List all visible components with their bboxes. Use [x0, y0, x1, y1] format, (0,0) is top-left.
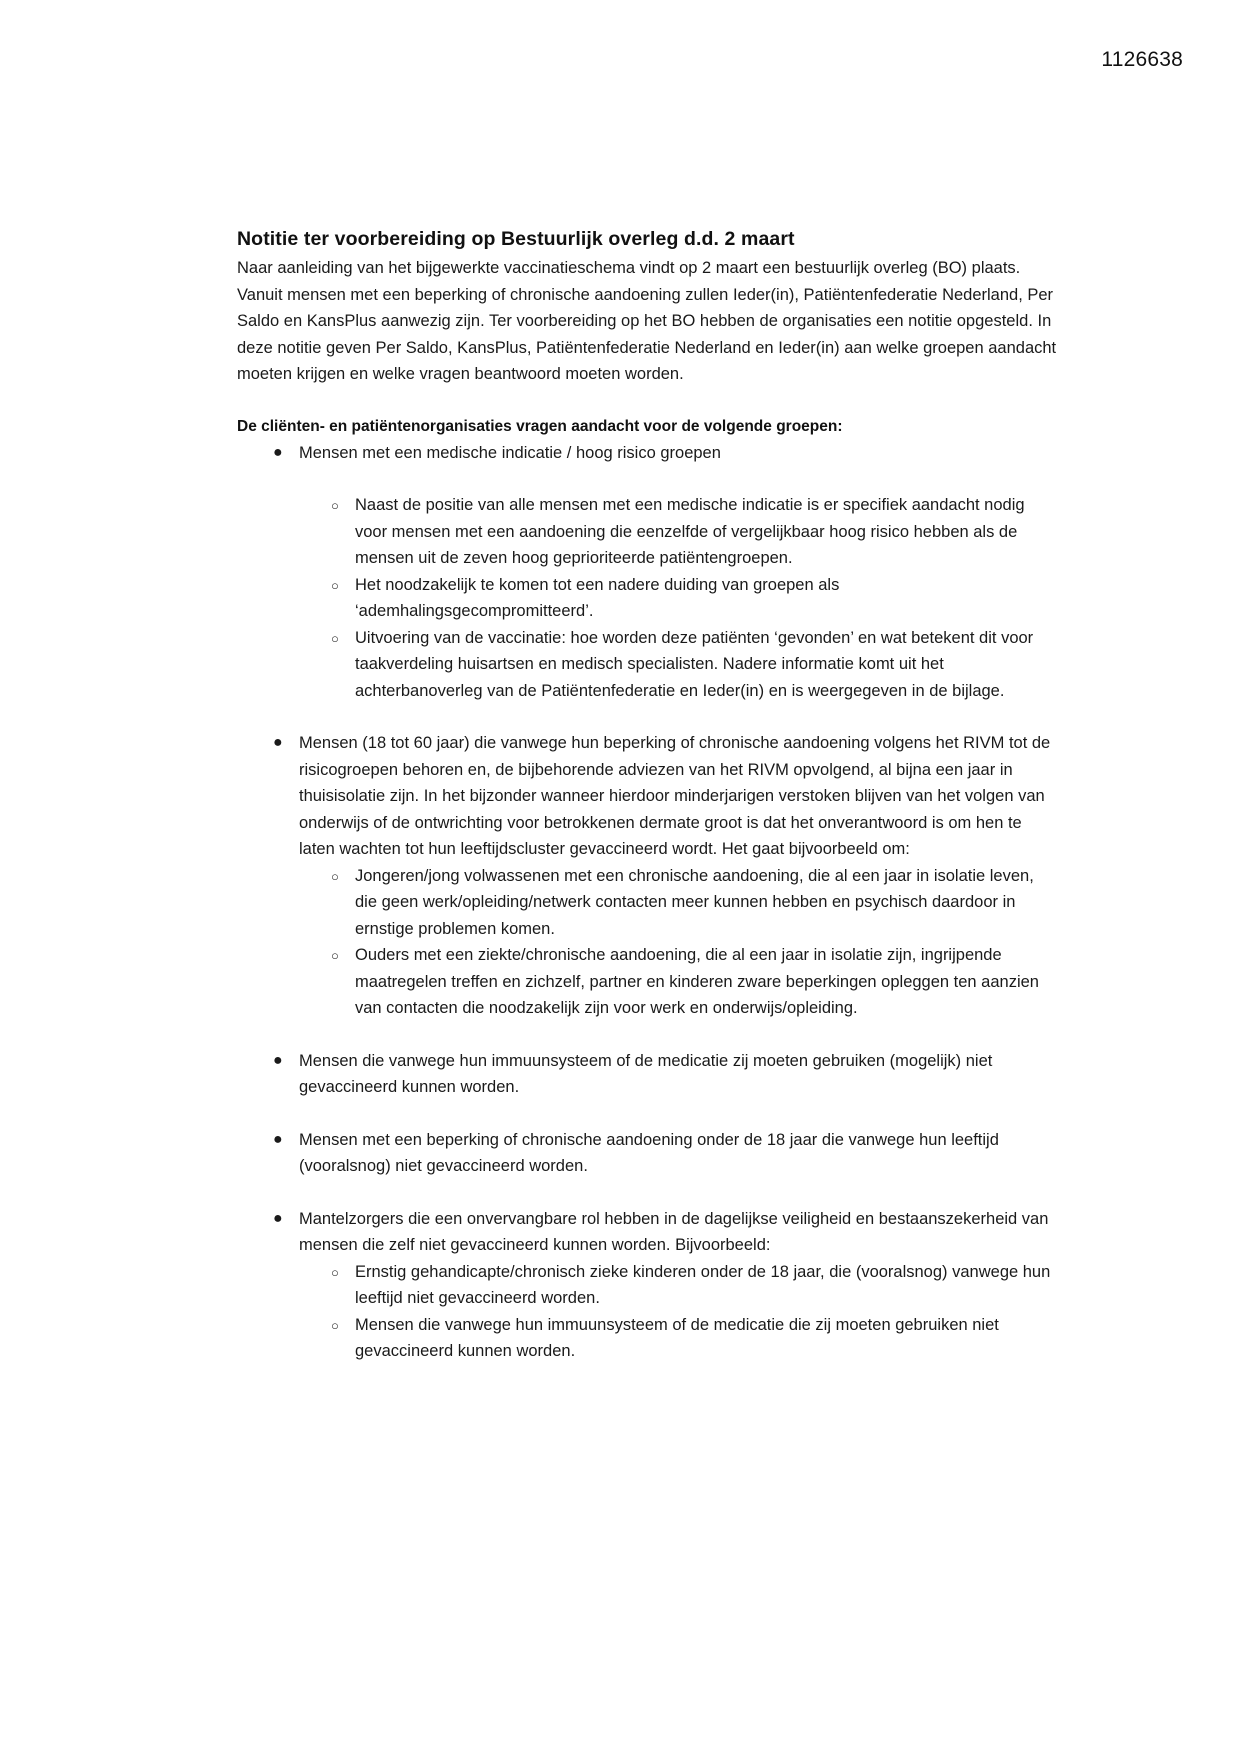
- document-number: 1126638: [1101, 48, 1183, 71]
- sub-bullet-icon: ○: [331, 577, 339, 593]
- sub-list-item: [299, 942, 1057, 1022]
- list-item: [237, 1048, 1057, 1101]
- sub-list-item-text: Ouders met een ziekte/chronische aandoening, die al een jaar in isolatie zijn, ingrijpende maatregelen treffen en zichzelf, partner en kinderen zware beperkingen opleggen ten aanzien van contacten die noodzakelijk zijn voor werk en onderwijs/opleiding.: [355, 946, 1039, 1017]
- sub-list-item: [299, 492, 1057, 572]
- list-item-text: Mensen met een medische indicatie / hoog risico groepen: [299, 443, 721, 462]
- list-item: [237, 1206, 1057, 1365]
- document-body: [237, 228, 1057, 1365]
- sub-list: [299, 492, 1057, 704]
- sub-list-item-text: Jongeren/jong volwassenen met een chronische aandoening, die al een jaar in isolatie leven, die geen werk/opleiding/netwerk contacten meer kunnen hebben en psychisch daardoor in ernstige problemen komen.: [355, 866, 1034, 938]
- list-item-text: Mensen met een beperking of chronische aandoening onder de 18 jaar die vanwege hun leeftijd (vooralsnog) niet gevaccineerd worden.: [299, 1130, 999, 1175]
- sub-list-item: [299, 625, 1057, 705]
- sub-list-item-text: Uitvoering van de vaccinatie: hoe worden deze patiënten ‘gevonden’ en wat betekent dit voor taakverdeling huisartsen en medisch specialisten. Nadere informatie komt uit het achterbanoverleg van de Patiëntenfederatie en Ieder(in) en is weergegeven in de bijlage.: [355, 628, 1034, 700]
- list-item-text: Mensen die vanwege hun immuunsysteem of de medicatie zij moeten gebruiken (mogelijk) niet gevaccineerd kunnen worden.: [299, 1051, 993, 1096]
- bullet-icon: ●: [273, 1209, 283, 1227]
- section-heading: De cliënten- en patiëntenorganisaties vragen aandacht voor de volgende groepen:: [237, 417, 843, 435]
- sub-list-item-text: Mensen die vanwege hun immuunsysteem of de medicatie die zij moeten gebruiken niet gevaccineerd kunnen worden.: [355, 1315, 999, 1360]
- intro-paragraph: Naar aanleiding van het bijgewerkte vaccinatieschema vindt op 2 maart een bestuurlijk overleg (BO) plaats. Vanuit mensen met een beperking of chronische aandoening zullen Ieder(in), Patiëntenfederatie Nederland, Per Saldo en KansPlus aanwezig zijn. Ter voorbereiding op het BO hebben de organisaties een notitie opgesteld. In deze notitie geven Per Saldo, KansPlus, Patiëntenfederatie Nederland en Ieder(in) aan welke groepen aandacht moeten krijgen en welke vragen beantwoord moeten worden.: [237, 259, 1057, 383]
- list-item-text: Mensen (18 tot 60 jaar) die vanwege hun beperking of chronische aandoening volgens het RIVM tot de risicogroepen behoren en, de bijbehorende adviezen van het RIVM opvolgend, al bijna een jaar in thuisisolatie zijn. In het bijzonder wanneer hierdoor minderjarigen verstoken blijven van het volgen van onderwijs of de ontwrichting voor betrokkenen dermate groot is dat het onverantwoord is om hen te laten wachten tot hun leeftijdscluster gevaccineerd wordt. Het gaat bijvoorbeeld om:: [299, 734, 1051, 858]
- sub-list: [299, 863, 1057, 1022]
- bullet-icon: ●: [273, 443, 283, 461]
- sub-bullet-icon: ○: [331, 1264, 339, 1280]
- spacer: [237, 704, 1057, 730]
- sub-bullet-icon: ○: [331, 498, 339, 513]
- sub-bullet-icon: ○: [331, 630, 339, 646]
- bullet-icon: ●: [273, 1051, 283, 1069]
- list-item: [237, 440, 1057, 705]
- sub-list-item: [299, 572, 1057, 625]
- list-item: [237, 1127, 1057, 1180]
- sub-list-item: [299, 1259, 1057, 1312]
- bullet-icon: ●: [273, 734, 283, 751]
- sub-list-item: [299, 863, 1057, 943]
- sub-list-item-text: Het noodzakelijk te komen tot een nadere duiding van groepen als ‘ademhalingsgecompromitteerd’.: [355, 575, 840, 620]
- sub-bullet-icon: ○: [331, 1317, 339, 1333]
- list-item-text: Mantelzorgers die een onvervangbare rol hebben in de dagelijkse veiligheid en bestaanszekerheid van mensen die zelf niet gevaccineerd kunnen worden. Bijvoorbeeld:: [299, 1209, 1049, 1254]
- sub-bullet-icon: ○: [331, 948, 339, 963]
- sub-list-item-text: Ernstig gehandicapte/chronisch zieke kinderen onder de 18 jaar, die (vooralsnog) vanwege hun leeftijd niet gevaccineerd worden.: [355, 1262, 1051, 1307]
- sub-list: [299, 1259, 1057, 1365]
- sub-list-item: [299, 1312, 1057, 1365]
- spacer: [299, 466, 1057, 492]
- spacer: [237, 1180, 1057, 1206]
- sub-bullet-icon: ○: [331, 868, 339, 884]
- sub-list-item-text: Naast de positie van alle mensen met een medische indicatie is er specifiek aandacht nodig voor mensen met een aandoening die eenzelfde of vergelijkbaar hoog risico hebben als de mensen uit de zeven hoog geprioriteerde patiëntengroepen.: [355, 496, 1025, 567]
- bullet-icon: ●: [273, 1130, 283, 1148]
- groups-list: [237, 440, 1057, 1365]
- page-title: Notitie ter voorbereiding op Bestuurlijk overleg d.d. 2 maart: [237, 228, 795, 250]
- list-item: [237, 730, 1057, 1022]
- spacer: [237, 1101, 1057, 1127]
- spacer: [237, 1022, 1057, 1048]
